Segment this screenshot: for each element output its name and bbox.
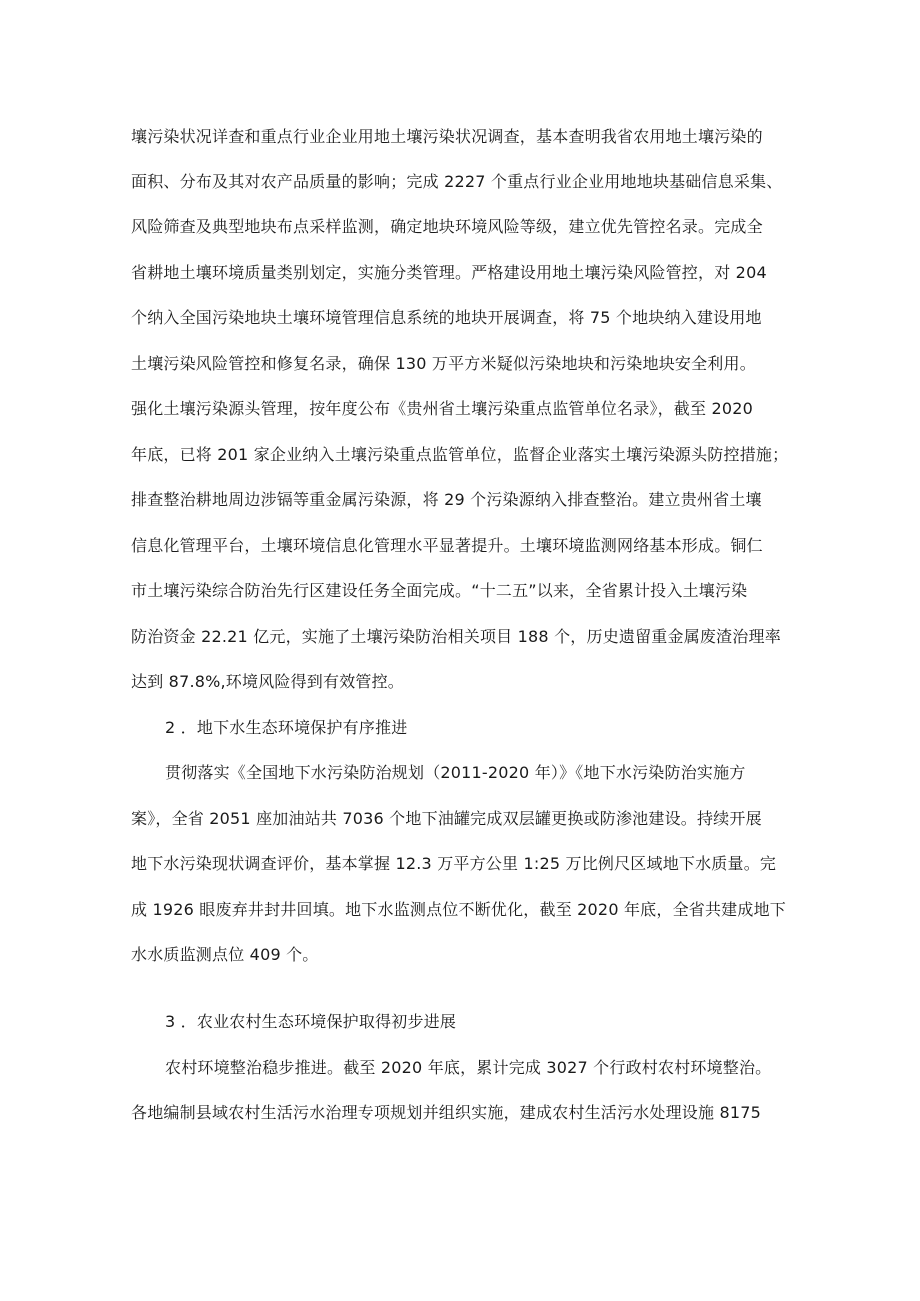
- paragraph-line: 年底，已将 201 家企业纳入土壤污染重点监管单位，监督企业落实土壤污染源头防控措施；: [131, 445, 789, 464]
- paragraph-line: 个纳入全国污染地块土壤环境管理信息系统的地块开展调查，将 75 个地块纳入建设用地: [131, 308, 762, 327]
- paragraph-line: 信息化管理平台，土壤环境信息化管理水平显著提升。土壤环境监测网络基本形成。铜仁: [131, 536, 763, 555]
- paragraph-line: 水水质监测点位 409 个。: [131, 945, 319, 964]
- paragraph-line: 各地编制县域农村生活污水治理专项规划并组织实施，建成农村生活污水处理设施 8175: [131, 1103, 762, 1122]
- paragraph-line: 成 1926 眼废弃井封井回填。地下水监测点位不断优化，截至 2020 年底，全省共建成地下: [131, 900, 786, 919]
- paragraph-line: 壤污染状况详查和重点行业企业用地土壤污染状况调查，基本查明我省农用地土壤污染的: [131, 127, 763, 146]
- paragraph-line: 市土壤污染综合防治先行区建设任务全面完成。“十二五”以来，全省累计投入土壤污染: [131, 581, 748, 600]
- paragraph-line: 农村环境整治稳步推进。截至 2020 年底，累计完成 3027 个行政村农村环境整治。: [165, 1058, 772, 1077]
- paragraph-line: 排查整治耕地周边涉镉等重金属污染源，将 29 个污染源纳入排查整治。建立贵州省土壤: [131, 490, 762, 509]
- paragraph-line: 面积、分布及其对农产品质量的影响；完成 2227 个重点行业企业用地地块基础信息采集、: [131, 172, 783, 191]
- paragraph-line: 地下水污染现状调查评价，基本掌握 12.3 万平方公里 1:25 万比例尺区域地下水质量。完: [131, 854, 777, 873]
- section-heading: 3 ．农业农村生态环境保护取得初步进展: [165, 1012, 457, 1031]
- paragraph-line: 案》，全省 2051 座加油站共 7036 个地下油罐完成双层罐更换或防渗池建设。持续开展: [131, 809, 762, 828]
- paragraph-line: 土壤污染风险管控和修复名录，确保 130 万平方米疑似污染地块和污染地块安全利用。: [131, 354, 756, 373]
- paragraph-line: 省耕地土壤环境质量类别划定，实施分类管理。严格建设用地土壤污染风险管控，对 204: [131, 263, 767, 282]
- paragraph-line: 贯彻落实《全国地下水污染防治规划（2011-2020 年）》《地下水污染防治实施方: [165, 763, 746, 782]
- paragraph-line: 风险筛查及典型地块布点采样监测，确定地块环境风险等级，建立优先管控名录。完成全: [131, 217, 763, 236]
- paragraph-line: 达到 87.8%,环境风险得到有效管控。: [131, 672, 405, 691]
- paragraph-line: 防治资金 22.21 亿元，实施了土壤污染防治相关项目 188 个，历史遗留重金属废渣治理率: [131, 627, 781, 646]
- paragraph-line: 强化土壤污染源头管理，按年度公布《贵州省土壤污染重点监管单位名录》，截至 2020: [131, 399, 754, 418]
- section-heading: 2 ．地下水生态环境保护有序推进: [165, 718, 408, 737]
